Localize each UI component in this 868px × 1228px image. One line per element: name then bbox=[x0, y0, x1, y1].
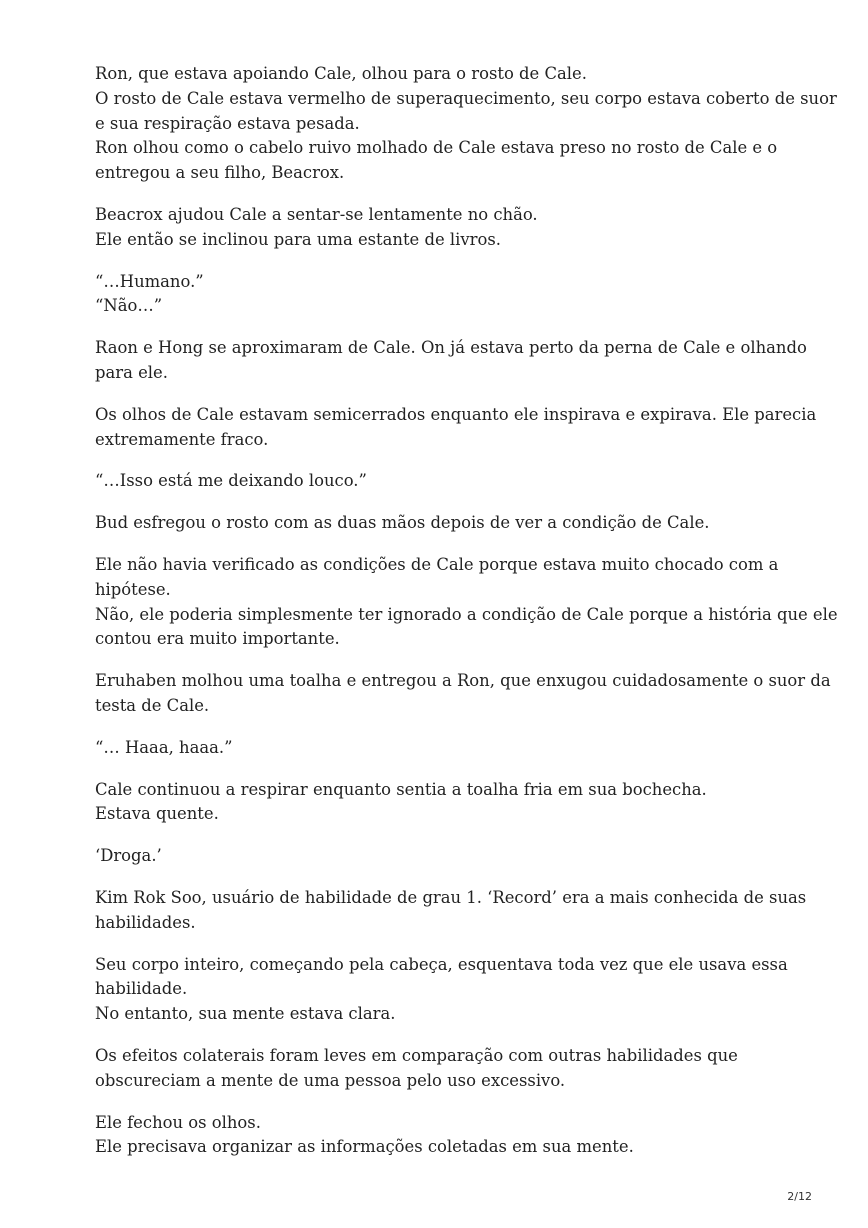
text-line: para ele. bbox=[95, 362, 168, 382]
paragraph bbox=[95, 669, 831, 719]
text-line: Estava quente. bbox=[95, 804, 219, 824]
paragraph bbox=[95, 736, 795, 761]
document-body bbox=[95, 62, 838, 1177]
text-line: testa de Cale. bbox=[95, 695, 210, 715]
text-line: Ron olhou como o cabelo ruivo molhado de Cale estava preso no rosto de Cale e o bbox=[95, 138, 778, 158]
text-line: habilidade. bbox=[95, 979, 188, 999]
paragraph bbox=[95, 1044, 795, 1094]
text-line: No entanto, sua mente estava clara. bbox=[95, 1004, 396, 1024]
text-line: Cale continuou a respirar enquanto sentia a toalha fria em sua bochecha. bbox=[95, 779, 707, 799]
text-line: hipótese. bbox=[95, 579, 171, 599]
text-line: habilidades. bbox=[95, 912, 196, 932]
paragraph bbox=[95, 336, 807, 386]
text-line: e sua respiração estava pesada. bbox=[95, 113, 360, 133]
paragraph bbox=[95, 553, 838, 652]
text-line: “… Haaa, haaa.” bbox=[95, 737, 233, 757]
text-line: Eruhaben molhou uma toalha e entregou a Ron, que enxugou cuidadosamente o suor da bbox=[95, 671, 831, 691]
paragraph bbox=[95, 778, 795, 828]
paragraph bbox=[95, 469, 795, 494]
text-line: Kim Rok Soo, usuário de habilidade de grau 1. ‘Record’ era a mais conhecida de suas bbox=[95, 887, 807, 907]
paragraph bbox=[95, 886, 807, 936]
paragraph bbox=[95, 62, 837, 186]
paragraph bbox=[95, 270, 795, 320]
text-line: Bud esfregou o rosto com as duas mãos depois de ver a condição de Cale. bbox=[95, 513, 710, 533]
text-line: Seu corpo inteiro, começando pela cabeça, esquentava toda vez que ele usava essa bbox=[95, 954, 788, 974]
text-line: Os olhos de Cale estavam semicerrados enquanto ele inspirava e expirava. Ele parecia bbox=[95, 404, 817, 424]
text-line: entregou a seu filho, Beacrox. bbox=[95, 163, 345, 183]
text-line: Ele não havia verificado as condições de Cale porque estava muito chocado com a bbox=[95, 554, 779, 574]
text-line: Não, ele poderia simplesmente ter ignorado a condição de Cale porque a história que ele bbox=[95, 604, 838, 624]
text-line: “…Isso está me deixando louco.” bbox=[95, 471, 367, 491]
text-line: “…Humano.” bbox=[95, 271, 204, 291]
text-line: O rosto de Cale estava vermelho de superaquecimento, seu corpo estava coberto de suor bbox=[95, 88, 837, 108]
paragraph bbox=[95, 511, 795, 536]
text-line: Ele então se inclinou para uma estante de livros. bbox=[95, 229, 501, 249]
text-line: Ele precisava organizar as informações coletadas em sua mente. bbox=[95, 1137, 634, 1157]
text-line: “Não…” bbox=[95, 296, 163, 316]
text-line: contou era muito importante. bbox=[95, 629, 340, 649]
text-line: ‘Droga.’ bbox=[95, 846, 162, 866]
paragraph bbox=[95, 844, 795, 869]
text-line: Raon e Hong se aproximaram de Cale. On já estava perto da perna de Cale e olhando bbox=[95, 338, 807, 358]
paragraph bbox=[95, 953, 795, 1027]
paragraph bbox=[95, 203, 795, 253]
text-line: Beacrox ajudou Cale a sentar-se lentamente no chão. bbox=[95, 204, 538, 224]
paragraph bbox=[95, 403, 817, 453]
text-line: Ron, que estava apoiando Cale, olhou para o rosto de Cale. bbox=[95, 64, 587, 83]
paragraph bbox=[95, 1111, 795, 1161]
text-line: Ele fechou os olhos. bbox=[95, 1112, 261, 1132]
text-line: Os efeitos colaterais foram leves em comparação com outras habilidades que bbox=[95, 1045, 738, 1065]
text-line: extremamente fraco. bbox=[95, 429, 269, 449]
page-number: 2/12 bbox=[787, 1190, 812, 1203]
text-line: obscureciam a mente de uma pessoa pelo uso excessivo. bbox=[95, 1070, 566, 1090]
